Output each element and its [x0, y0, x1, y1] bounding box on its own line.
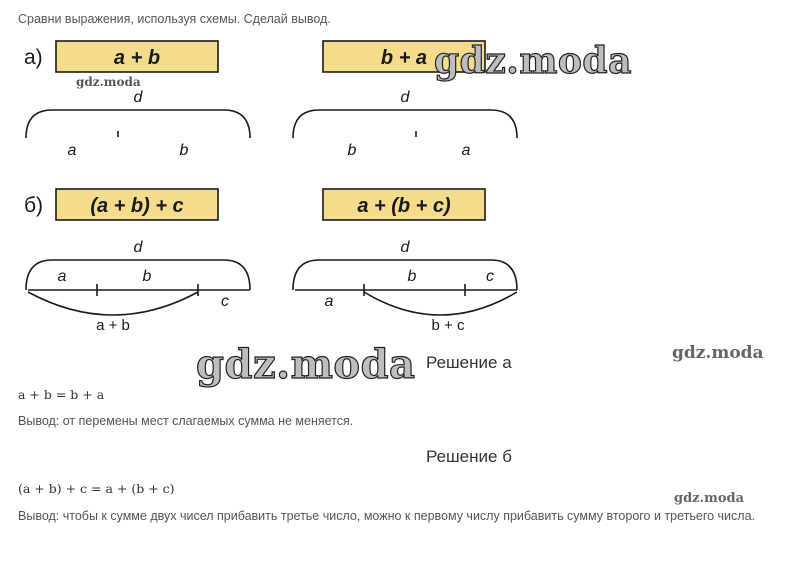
solution-a-conclusion: Вывод: от перемены мест слагаемых сумма не меняется.: [18, 414, 354, 428]
watermark-small-3: gdz.moda: [674, 491, 745, 506]
scheme-b-right-brace: [293, 260, 517, 290]
task-text: Сравни выражения, используя схемы. Сделай вывод.: [18, 12, 331, 26]
solution-b-conclusion: Вывод: чтобы к сумме двух чисел прибавить третье число, можно к первому числу прибавить сумму второго и третьего числа.: [18, 509, 756, 523]
expr-a-left: a + b: [113, 47, 161, 69]
watermark-large-1: gdz.moda: [434, 40, 632, 82]
scheme-b-right-seg3: c: [486, 268, 494, 285]
expr-a-right: b + a: [380, 47, 428, 69]
expr-b-left: (a + b) + c: [90, 195, 184, 217]
scheme-b-left-seg2: b: [142, 268, 152, 285]
scheme-a-left-total: d: [133, 89, 143, 106]
scheme-a-right-brace: [293, 110, 517, 138]
watermark-small-1: gdz.moda: [76, 75, 141, 89]
watermark-small-2: gdz.moda: [672, 343, 764, 363]
watermark-large-2: gdz.moda: [196, 341, 416, 388]
scheme-a-left-seg1: a: [67, 142, 77, 159]
scheme-b-right-group: b + c: [431, 317, 465, 334]
scheme-a-left-seg2: b: [179, 142, 189, 159]
scheme-b-left-total: d: [133, 239, 143, 256]
solution-b-title: Решение б: [426, 447, 512, 466]
scheme-b-right-seg2: b: [407, 268, 417, 285]
part-a-label: а): [24, 46, 43, 69]
part-b-label: б): [24, 194, 44, 217]
scheme-b-left-seg1: a: [57, 268, 67, 285]
scheme-b-left-group: a + b: [96, 317, 130, 334]
scheme-b-left-seg3: c: [221, 293, 229, 310]
solution-a-formula: a + b = b + a: [18, 387, 105, 402]
scheme-a-right-seg1: b: [347, 142, 357, 159]
scheme-a-left-brace: [26, 110, 250, 138]
solution-b-formula: (a + b) + c = a + (b + c): [18, 481, 175, 496]
solution-a-title: Решение а: [426, 353, 512, 372]
scheme-b-left-group-arc: [28, 292, 198, 315]
scheme-b-right-seg1: a: [324, 293, 334, 310]
expr-b-right: a + (b + c): [357, 195, 451, 217]
scheme-a-right-total: d: [400, 89, 410, 106]
scheme-b-right-total: d: [400, 239, 410, 256]
scheme-b-right-group-arc: [364, 292, 517, 315]
scheme-a-right-seg2: a: [461, 142, 471, 159]
